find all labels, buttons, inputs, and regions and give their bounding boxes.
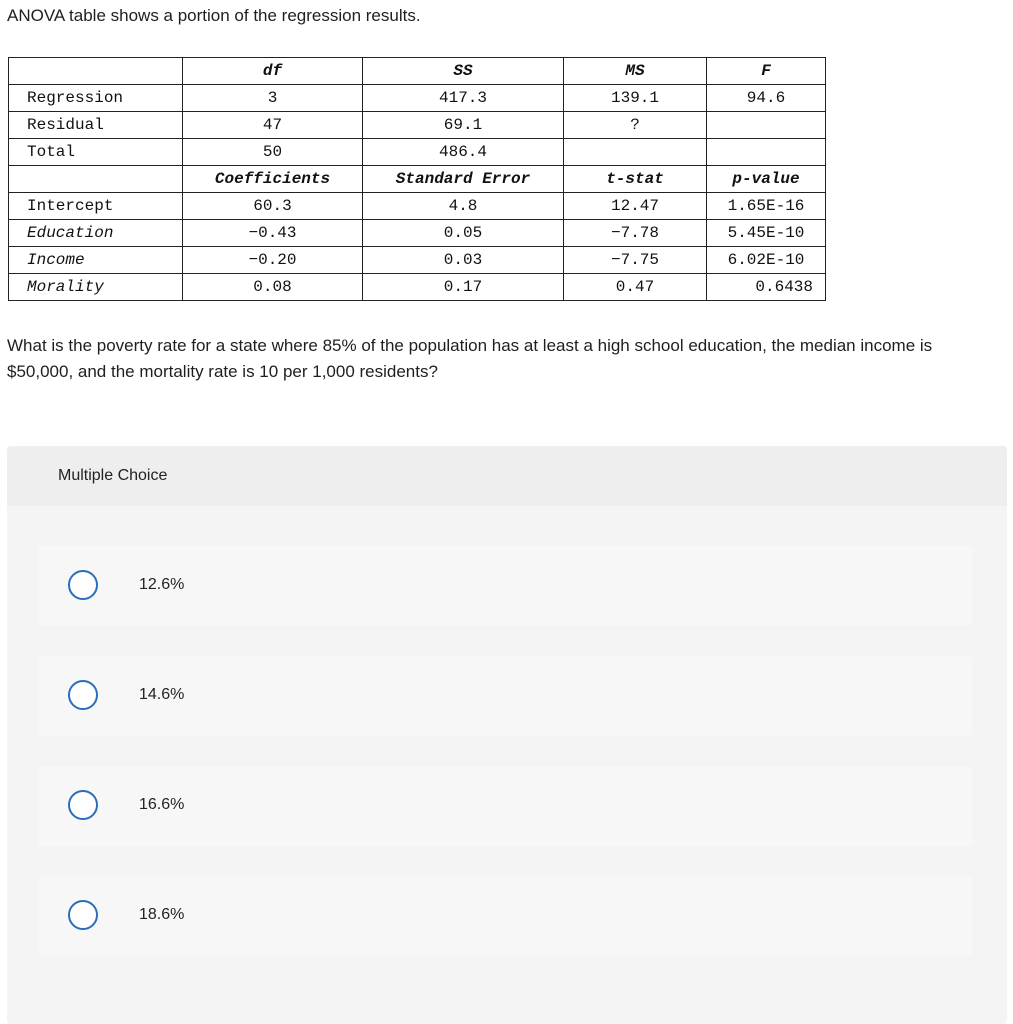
coef-cell: 0.47	[564, 274, 707, 301]
coef-cell: 0.08	[183, 274, 363, 301]
coef-cell: 0.6438	[707, 274, 826, 301]
anova-cell: 69.1	[363, 112, 564, 139]
choice-label: 14.6%	[139, 686, 185, 703]
anova-cell: 417.3	[363, 85, 564, 112]
anova-header-ss: SS	[363, 58, 564, 85]
anova-cell: ?	[564, 112, 707, 139]
anova-cell: 486.4	[363, 139, 564, 166]
anova-cell: 47	[183, 112, 363, 139]
choice-label: 18.6%	[139, 906, 185, 923]
anova-row	[9, 85, 826, 112]
choice-label: 16.6%	[139, 796, 185, 813]
anova-cell: 50	[183, 139, 363, 166]
anova-cell: Total	[9, 139, 183, 166]
multiple-choice-title: Multiple Choice	[58, 467, 168, 484]
radio-button[interactable]	[68, 900, 98, 930]
question-text: What is the poverty rate for a state where 85% of the population has at least a high school education, the median income is $50,000, and the mortality rate is 10 per 1,000 residents?	[7, 336, 933, 381]
anova-cell	[707, 139, 826, 166]
coef-row	[9, 193, 826, 220]
coef-cell: −7.78	[564, 220, 707, 247]
coef-row	[9, 220, 826, 247]
anova-header-row	[9, 58, 826, 85]
coef-cell: −7.75	[564, 247, 707, 274]
anova-cell	[564, 139, 707, 166]
choice-label: 12.6%	[139, 576, 185, 593]
coef-row	[9, 274, 826, 301]
radio-button[interactable]	[68, 680, 98, 710]
regression-table	[8, 57, 826, 301]
anova-row	[9, 112, 826, 139]
coef-header-std-error: Standard Error	[363, 166, 564, 193]
intro-text: ANOVA table shows a portion of the regression results.	[7, 6, 421, 25]
coef-cell: 0.05	[363, 220, 564, 247]
coef-cell: 4.8	[363, 193, 564, 220]
anova-cell	[707, 112, 826, 139]
choice-option[interactable]	[38, 766, 972, 846]
coef-cell: 6.02E-10	[707, 247, 826, 274]
radio-button[interactable]	[68, 570, 98, 600]
anova-cell: 139.1	[564, 85, 707, 112]
coef-cell: 0.03	[363, 247, 564, 274]
radio-button[interactable]	[68, 790, 98, 820]
coef-cell: 60.3	[183, 193, 363, 220]
choice-option[interactable]	[38, 546, 972, 626]
coef-cell: Morality	[9, 274, 183, 301]
anova-cell: 94.6	[707, 85, 826, 112]
anova-row	[9, 139, 826, 166]
coef-cell: 1.65E-16	[707, 193, 826, 220]
anova-header-df: df	[183, 58, 363, 85]
coef-cell: Education	[9, 220, 183, 247]
coef-cell: 5.45E-10	[707, 220, 826, 247]
anova-header-ms: MS	[564, 58, 707, 85]
anova-cell: 3	[183, 85, 363, 112]
choice-option[interactable]	[38, 876, 972, 956]
coef-cell: 0.17	[363, 274, 564, 301]
anova-cell: Regression	[9, 85, 183, 112]
anova-header-blank	[9, 58, 183, 85]
coef-header-row	[9, 166, 826, 193]
coef-header-coefficients: Coefficients	[183, 166, 363, 193]
coef-header-t-stat: t-stat	[564, 166, 707, 193]
coef-cell: Intercept	[9, 193, 183, 220]
coef-header-p-value: p-value	[707, 166, 826, 193]
choice-option[interactable]	[38, 656, 972, 736]
multiple-choice-header	[7, 446, 1007, 506]
coef-row	[9, 247, 826, 274]
coef-header-blank	[9, 166, 183, 193]
coef-cell: Income	[9, 247, 183, 274]
multiple-choice-panel	[7, 446, 1007, 1024]
anova-cell: Residual	[9, 112, 183, 139]
anova-header-f: F	[707, 58, 826, 85]
coef-cell: −0.20	[183, 247, 363, 274]
coef-cell: −0.43	[183, 220, 363, 247]
coef-cell: 12.47	[564, 193, 707, 220]
